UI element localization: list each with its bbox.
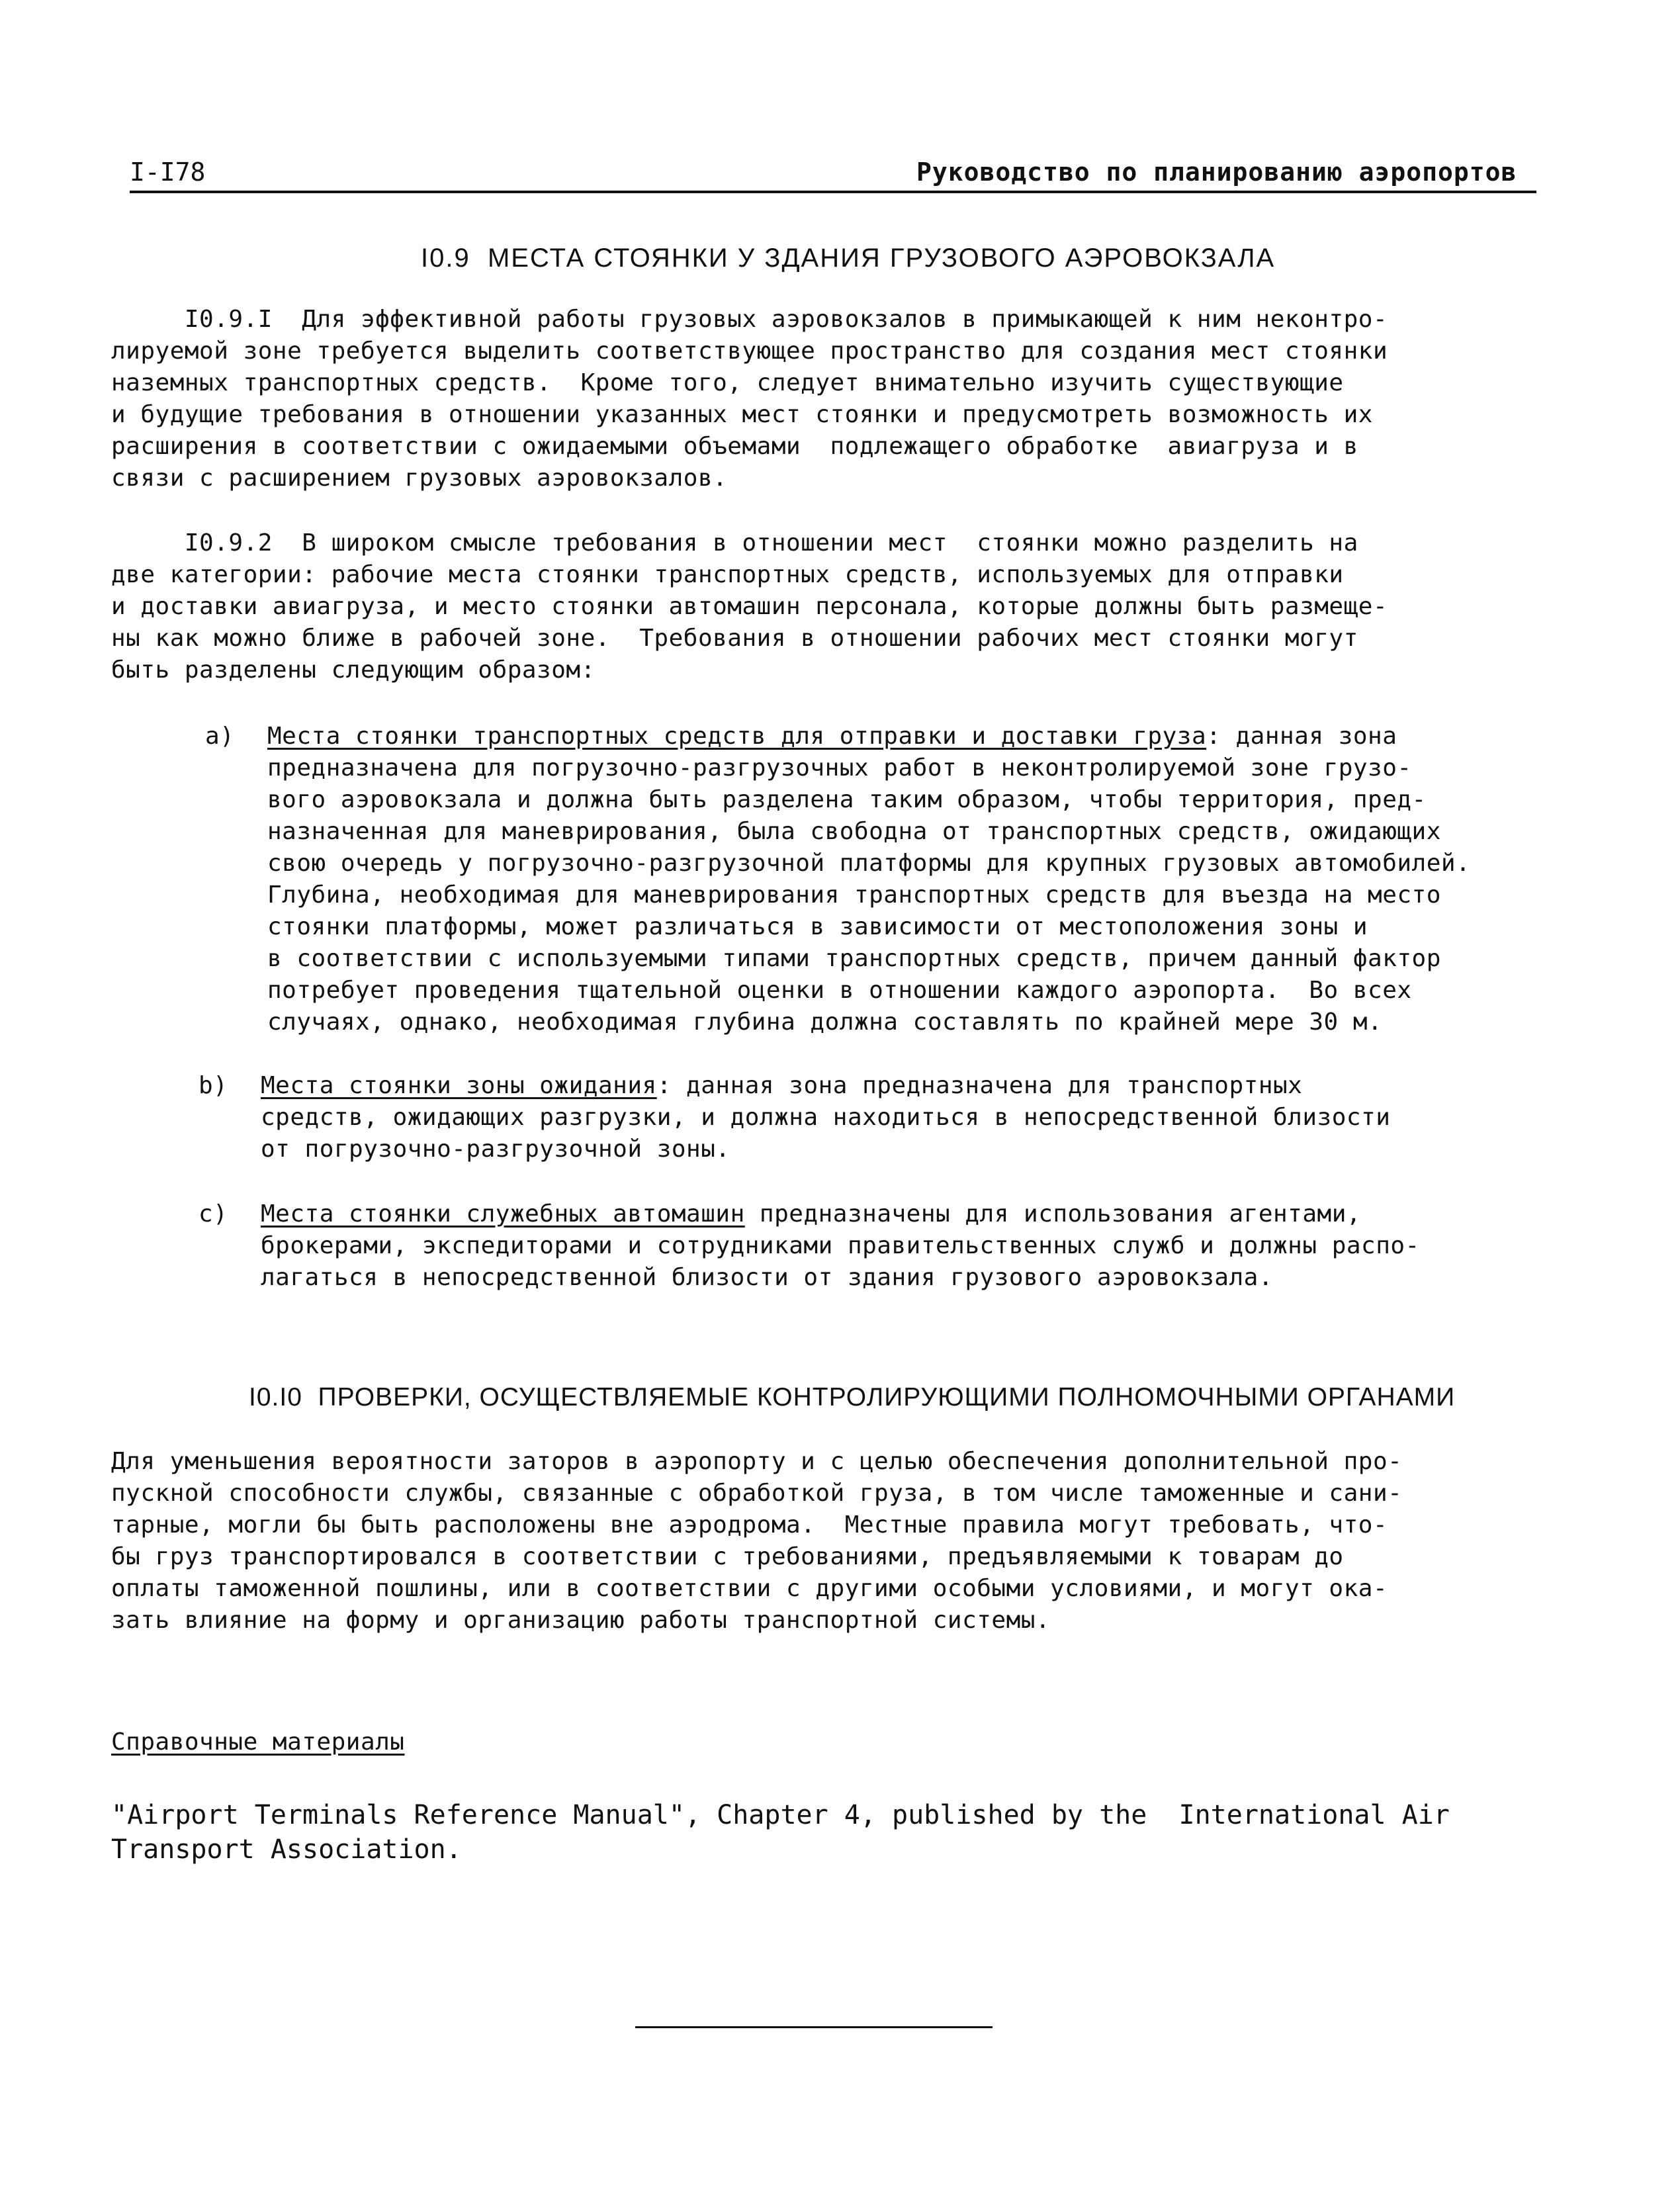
list-item-title: Места стоянки транспортных средств для отправки и доставки груза [267,723,1207,750]
text-line: Глубина, необходимая для маневрирования транспортных средств для въезда на место [267,881,1441,909]
text-line: ны как можно ближе в рабочей зоне. Требования в отношении рабочих мест стоянки могут [111,625,1358,652]
text-line: быть разделены следующим образом: [111,656,596,684]
text-line: лагаться в непосредственной близости от здания грузового аэровокзала. [261,1264,1273,1291]
page-number: I-I78 [130,157,206,187]
text-line: назначенная для маневрирования, была свободна от транспортных средств, ожидающих [267,818,1441,845]
text-line: и доставки авиагруза, и место стоянки автомашин персонала, которые должны быть размеще- [111,593,1388,620]
text-line: потребует проведения тщательной оценки в отношении каждого аэропорта. Во всех [267,977,1412,1004]
text-line: предназначена для погрузочно-разгрузочных работ в неконтролируемой зоне грузо- [267,754,1412,782]
list-item-first-line [261,1072,1302,1099]
text-line: I0.9.I Для эффективной работы грузовых аэровокзалов в примыкающей к ним неконтро- [111,306,1388,333]
list-marker: c) [199,1200,228,1228]
document-title: Руководство по планированию аэропортов [916,157,1517,187]
list-item-first-line [261,1200,1361,1228]
text-line: оплаты таможенной пошлины, или в соответствии с другими особыми условиями, и могут ока- [111,1575,1388,1602]
text-line: в соответствии с используемыми типами транспортных средств, причем данный фактор [267,945,1441,972]
list-marker: a) [205,723,235,750]
text-line: стоянки платформы, может различаться в зависимости от местоположения зоны и [267,913,1368,940]
text-line: I0.9.2 В широком смысле требования в отношении мест стоянки можно разделить на [111,529,1358,557]
list-marker: b) [199,1072,228,1099]
text-line: бы груз транспортировался в соответствии с требованиями, предъявляемыми к товарам до [111,1543,1344,1570]
list-item-first-line [267,723,1397,750]
list-item-title-rest: предназначены для использования агентами, [744,1200,1362,1228]
section-10-10-heading: I0.I0 ПРОВЕРКИ, ОСУЩЕСТВЛЯЕМЫЕ КОНТРОЛИРУЮЩИМИ ПОЛНОМОЧНЫМИ ОРГАНАМИ [249,1383,1456,1411]
text-line: зать влияние на форму и организацию работы транспортной системы. [111,1607,1051,1634]
text-line: вого аэровокзала и должна быть разделена таким образом, чтобы территория, пред- [267,786,1427,813]
text-line: брокерами, экспедиторами и сотрудниками правительственных служб и должны распо- [261,1232,1420,1259]
text-line: средств, ожидающих разгрузки, и должна находиться в непосредственной близости [261,1104,1391,1131]
text-line: случаях, однако, необходимая глубина должна составлять по крайней мере 30 м. [267,1008,1383,1036]
list-item-title: Места стоянки зоны ожидания [261,1072,657,1099]
list-item-title-rest: : данная зона [1206,723,1397,750]
references-heading: Справочные материалы [111,1728,405,1756]
text-line: две категории: рабочие места стоянки транспортных средств, используемых для отправки [111,561,1344,588]
list-item-title: Места стоянки служебных автомашин [261,1200,745,1228]
text-line: наземных транспортных средств. Кроме того, следует внимательно изучить существующие [111,369,1344,396]
text-line: Для уменьшения вероятности заторов в аэропорту и с целью обеспечения дополнительной про- [111,1448,1403,1475]
reference-line: Transport Association. [111,1834,462,1865]
text-line: тарные, могли бы быть расположены вне аэродрома. Местные правила могут требовать, что- [111,1511,1388,1539]
text-line: и будущие требования в отношении указанных мест стоянки и предусмотреть возможность их [111,401,1373,428]
reference-line: "Airport Terminals Reference Manual", Chapter 4, published by the International Air [111,1800,1450,1830]
text-line: расширения в соответствии с ожидаемыми объемами подлежащего обработке авиагруза и в [111,433,1358,460]
text-line: связи с расширением грузовых аэровокзалов. [111,465,728,492]
text-line: свою очередь у погрузочно-разгрузочной платформы для крупных грузовых автомобилей. [267,850,1471,877]
text-line: от погрузочно-разгрузочной зоны. [261,1136,730,1163]
section-10-9-heading: I0.9 МЕСТА СТОЯНКИ У ЗДАНИЯ ГРУЗОВОГО АЭРОВОКЗАЛА [421,244,1276,273]
header-rule [130,191,1536,193]
text-line: лируемой зоне требуется выделить соответствующее пространство для создания мест стоянки [111,337,1388,365]
footer-rule [635,2026,993,2028]
text-line: пускной способности службы, связанные с обработкой груза, в том числе таможенные и сани- [111,1480,1403,1507]
list-item-title-rest: : данная зона предназначена для транспортных [656,1072,1303,1099]
